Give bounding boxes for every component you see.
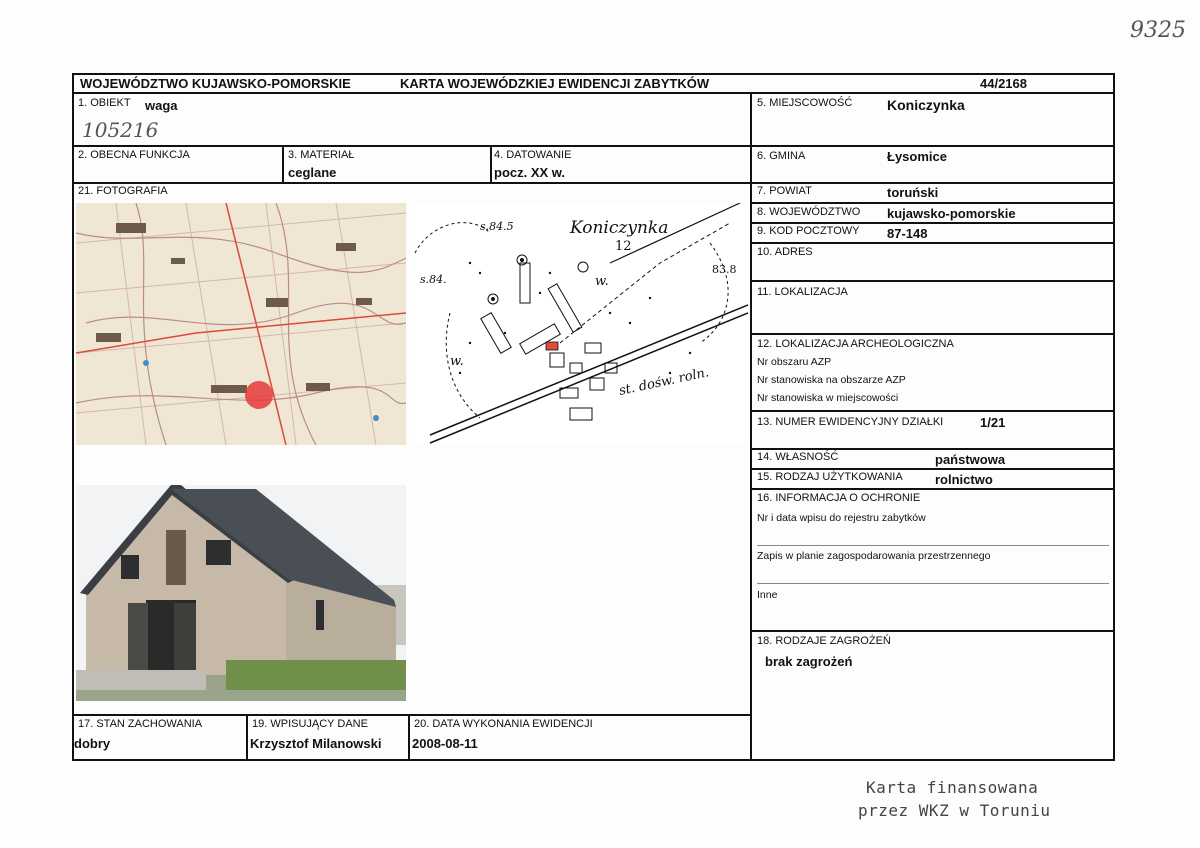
adres-label: 10. ADRES: [757, 246, 813, 258]
detail-map-label-w-2: w.: [450, 354, 464, 369]
archeo-line-stanowisko-azp: Nr stanowiska na obszarze AZP: [757, 374, 906, 386]
detail-map-height-3: 83.8: [712, 263, 737, 276]
material-value: ceglane: [288, 165, 337, 180]
uzytkowanie-value: rolnictwo: [935, 472, 993, 487]
topographic-map: [76, 203, 406, 445]
data-value: 2008-08-11: [412, 736, 478, 751]
zagrozenia-label: 18. RODZAJE ZAGROŻEŃ: [757, 635, 891, 647]
ochrona-inne: Inne: [757, 589, 778, 601]
zagrozenia-value: brak zagrożeń: [765, 654, 853, 669]
lokalizacja-label: 11. LOKALIZACJA: [757, 286, 848, 298]
wojewodztwo-label: 8. WOJEWÓDZTWO: [757, 206, 861, 218]
fotografia-label: 21. FOTOGRAFIA: [78, 185, 168, 197]
archeo-line-stanowisko-miejsc: Nr stanowiska w miejscowości: [757, 392, 899, 404]
data-label: 20. DATA WYKONANIA EWIDENCJI: [414, 718, 593, 730]
miejscowosc-label: 5. MIEJSCOWOŚĆ: [757, 97, 853, 109]
building-photo: [76, 485, 406, 701]
archeo-line-obszar: Nr obszaru AZP: [757, 356, 832, 368]
dzialka-label: 13. NUMER EWIDENCYJNY DZIAŁKI: [757, 416, 944, 428]
obiekt-label: 1. OBIEKT: [78, 97, 131, 109]
gmina-value: Łysomice: [887, 149, 947, 164]
detail-map-height-1: s.84.5: [480, 220, 514, 233]
wlasnosc-value: państwowa: [935, 452, 1006, 467]
detail-map: [410, 203, 748, 445]
obiekt-value: waga: [145, 98, 178, 113]
footer-stamp-line1: Karta finansowana: [866, 778, 1039, 797]
detail-map-label-st: st. dośw. roln.: [617, 365, 711, 399]
dzialka-value: 1/21: [980, 415, 1006, 430]
ochrona-rejestr: Nr i data wpisu do rejestru zabytków: [757, 512, 926, 524]
powiat-label: 7. POWIAT: [757, 185, 812, 197]
powiat-value: toruński: [887, 185, 939, 200]
datowanie-value: pocz. XX w.: [494, 165, 566, 180]
wlasnosc-label: 14. WŁASNOŚĆ: [757, 451, 839, 463]
detail-map-place: Koniczynka: [570, 218, 669, 238]
detail-map-label-w-1: w.: [595, 274, 609, 289]
miejscowosc-value: Koniczynka: [887, 97, 965, 113]
wpisujacy-label: 19. WPISUJĄCY DANE: [252, 718, 368, 730]
datowanie-label: 4. DATOWANIE: [494, 149, 572, 161]
archeo-label: 12. LOKALIZACJA ARCHEOLOGICZNA: [757, 338, 954, 350]
footer-stamp-line2: przez WKZ w Toruniu: [858, 801, 1051, 820]
stan-value: dobry: [74, 736, 111, 751]
kod-label: 9. KOD POCZTOWY: [757, 225, 860, 237]
stan-label: 17. STAN ZACHOWANIA: [78, 718, 203, 730]
wojewodztwo-value: kujawsko-pomorskie: [887, 206, 1016, 221]
detail-map-height-2: s.84.: [420, 273, 447, 286]
corner-handwritten-number: 9325: [1130, 18, 1186, 43]
obiekt-handwritten-number: 105216: [82, 118, 159, 142]
kod-value: 87-148: [887, 226, 928, 241]
funkcja-label: 2. OBECNA FUNKCJA: [78, 149, 190, 161]
uzytkowanie-label: 15. RODZAJ UŻYTKOWANIA: [757, 471, 903, 483]
gmina-label: 6. GMINA: [757, 150, 806, 162]
material-label: 3. MATERIAŁ: [288, 149, 355, 161]
ochrona-plan: Zapis w planie zagospodarowania przestrzennego: [757, 550, 991, 562]
ochrona-label: 16. INFORMACJA O OCHRONIE: [757, 492, 921, 504]
wpisujacy-value: Krzysztof Milanowski: [250, 736, 382, 751]
detail-map-number: 12: [615, 239, 632, 254]
card-number: 44/2168: [980, 76, 1027, 91]
header-region: WOJEWÓDZTWO KUJAWSKO-POMORSKIE: [80, 76, 351, 91]
header-title: KARTA WOJEWÓDZKIEJ EWIDENCJI ZABYTKÓW: [400, 76, 710, 91]
